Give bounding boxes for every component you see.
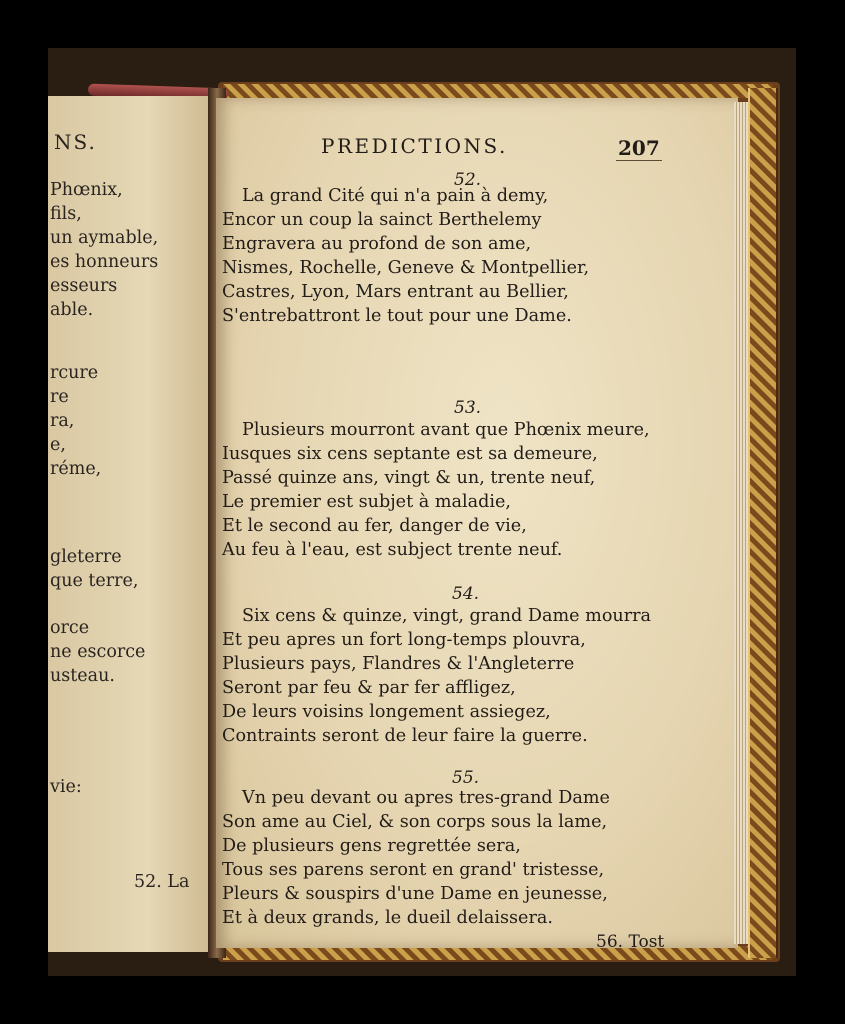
quatrain-number: 54. (452, 584, 480, 604)
running-head: PREDICTIONS. (321, 134, 508, 158)
verse-line: Et à deux grands, le dueil delaissera. (222, 908, 553, 928)
verse-line: Engravera au profond de son ame, (222, 234, 532, 254)
left-line: usteau. (50, 666, 115, 686)
verse-line: Nismes, Rochelle, Geneve & Montpellier, (222, 258, 590, 278)
catchword: 56. Tost (596, 932, 665, 952)
verse-line: Vn peu devant ou apres tres-grand Dame (242, 788, 610, 808)
left-page (48, 96, 214, 952)
verse-line: Pleurs & souspirs d'une Dame en jeunesse, (222, 884, 608, 904)
verse-line: Le premier est subjet à maladie, (222, 492, 512, 512)
verse-line: Encor un coup la sainct Berthelemy (222, 210, 542, 230)
verse-line: De leurs voisins longement assiegez, (222, 702, 551, 722)
page-edges (734, 102, 748, 944)
book-photograph (48, 48, 796, 976)
verse-line: Plusieurs pays, Flandres & l'Angleterre (222, 654, 575, 674)
left-line: un aymable, (50, 228, 159, 248)
gilt-border-bottom (223, 946, 773, 960)
left-running-head: NS. (54, 130, 97, 154)
left-line: ne escorce (50, 642, 146, 662)
verse-line: S'entrebattront le tout pour une Dame. (222, 306, 572, 326)
left-line: que terre, (50, 571, 139, 591)
left-line: fils, (50, 204, 82, 224)
verse-line: Tous ses parens seront en grand' tristesse, (222, 860, 605, 880)
page-number: 207 (618, 136, 660, 160)
verse-line: Contraints seront de leur faire la guerre. (222, 726, 588, 746)
verse-line: Au feu à l'eau, est subject trente neuf. (222, 540, 563, 560)
left-line: rcure (50, 363, 99, 383)
verse-line: Plusieurs mourront avant que Phœnix meure, (242, 420, 650, 440)
verse-line: Seront par feu & par fer affligez, (222, 678, 516, 698)
left-line: réme, (50, 459, 102, 479)
quatrain-number: 52. (454, 170, 482, 190)
left-line: ra, (50, 411, 75, 431)
verse-line: La grand Cité qui n'a pain à demy, (242, 186, 549, 206)
left-line: esseurs (50, 276, 118, 296)
left-line: es honneurs (50, 252, 159, 272)
verse-line: Passé quinze ans, vingt & un, trente neuf, (222, 468, 596, 488)
quatrain-number: 53. (454, 398, 482, 418)
quatrain-number: 55. (452, 768, 480, 788)
gilt-border-right (748, 88, 778, 958)
verse-line: Iusques six cens septante est sa demeure, (222, 444, 598, 464)
left-line: gleterre (50, 547, 122, 567)
left-line: able. (50, 300, 94, 320)
verse-line: Son ame au Ciel, & son corps sous la lame, (222, 812, 608, 832)
left-line: re (50, 387, 69, 407)
left-line: orce (50, 618, 90, 638)
right-page (216, 98, 738, 952)
verse-line: Et le second au fer, danger de vie, (222, 516, 527, 536)
gilt-border-top (223, 84, 773, 98)
verse-line: Et peu apres un fort long-temps plouvra, (222, 630, 586, 650)
verse-line: De plusieurs gens regrettée sera, (222, 836, 521, 856)
left-catchword: 52. La (134, 872, 190, 892)
left-line: e, (50, 435, 66, 455)
verse-line: Castres, Lyon, Mars entrant au Bellier, (222, 282, 569, 302)
verse-line: Six cens & quinze, vingt, grand Dame mourra (242, 606, 652, 626)
left-line: Phœnix, (50, 180, 123, 200)
left-line: vie: (50, 777, 82, 797)
